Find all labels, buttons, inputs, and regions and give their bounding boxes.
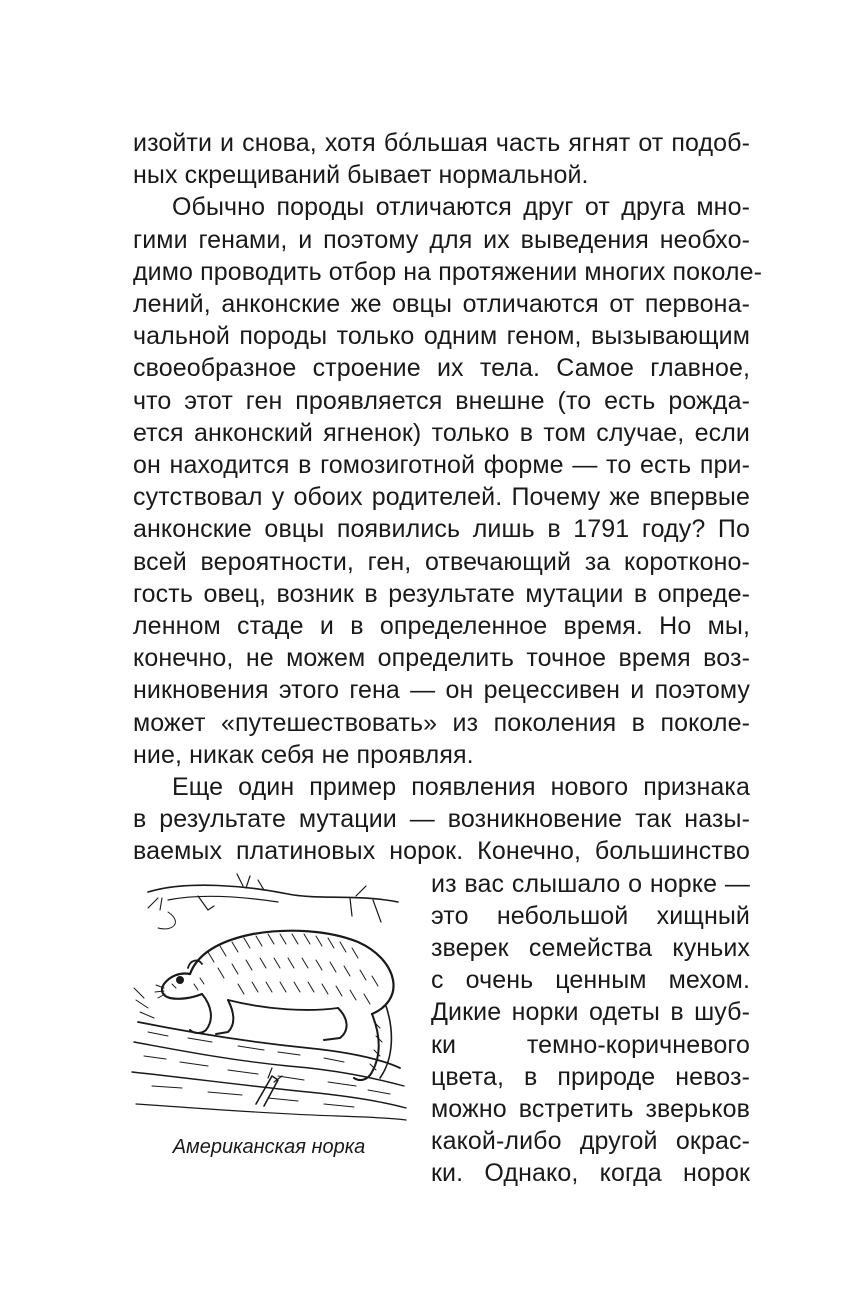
text-line: димо проводить отбор на протяжении многих поколе- (133, 257, 763, 286)
text-line: в результате мутации — возникновение так назы- (133, 805, 750, 834)
text-line: ваемых платиновых норок. Конечно, большинство (133, 837, 750, 866)
text-line: Обычно породы отличаются друг от друга мно- (172, 193, 750, 222)
mink-illustration (128, 872, 410, 1124)
text-line: конечно, не можем определить точное время воз- (133, 644, 750, 673)
text-line: изойти и снова, хотя бо́льшая часть ягнят от подоб- (133, 129, 750, 157)
text-line: ки темно-коричневого (431, 1030, 750, 1059)
text-line: гими генами, и поэтому для их выведения необхо- (133, 225, 750, 254)
text-line: гость овец, возник в результате мутации в опреде- (133, 579, 750, 608)
text-line: сутствовал у обоих родителей. Почему же впервые (133, 483, 750, 512)
text-line: ленном стаде и в определенное время. Но мы, (133, 612, 750, 640)
text-line: ки. Однако, когда норок (431, 1159, 750, 1188)
text-line: цвета, в природе невоз- (431, 1062, 750, 1091)
text-line: ных скрещиваний бывает нормальной. (133, 161, 589, 190)
text-line: с очень ценным мехом. (431, 966, 750, 995)
text-line: лений, анконские же овцы отличаются от первона- (133, 290, 750, 318)
text-line: какой-либо другой окрас- (431, 1127, 750, 1156)
text-line: зверек семейства куньих (431, 934, 750, 962)
text-line: Дикие норки одеты в шуб- (431, 998, 750, 1027)
text-line: своеобразное строение их тела. Самое главное, (133, 354, 750, 383)
text-line: из вас слышало о норке — (431, 869, 750, 898)
text-line: что этот ген проявляется внешне (то есть рожда- (133, 386, 750, 415)
text-line: может «путешествовать» из поколения в поколе- (133, 708, 750, 737)
text-line: можно встретить зверьков (431, 1095, 750, 1123)
text-line: Еще один пример появления нового признака (172, 773, 750, 801)
text-line: он находится в гомозиготной форме — то есть при- (133, 451, 750, 479)
text-line: никновения этого гена — он рецессивен и поэтому (133, 676, 750, 705)
text-line: ется анконский ягненок) только в том случае, если (133, 418, 750, 447)
text-line: это небольшой хищный (431, 901, 750, 930)
text-line: всей вероятности, ген, отвечающий за коротконо- (133, 547, 750, 576)
mink-drawing-icon (128, 872, 410, 1124)
figure-caption: Американская норка (172, 1136, 366, 1158)
text-line: чальной породы только одним геном, вызывающим (133, 322, 750, 351)
text-line: ние, никак себя не проявляя. (133, 740, 474, 769)
text-line: анконские овцы появились лишь в 1791 году? По (133, 515, 750, 544)
